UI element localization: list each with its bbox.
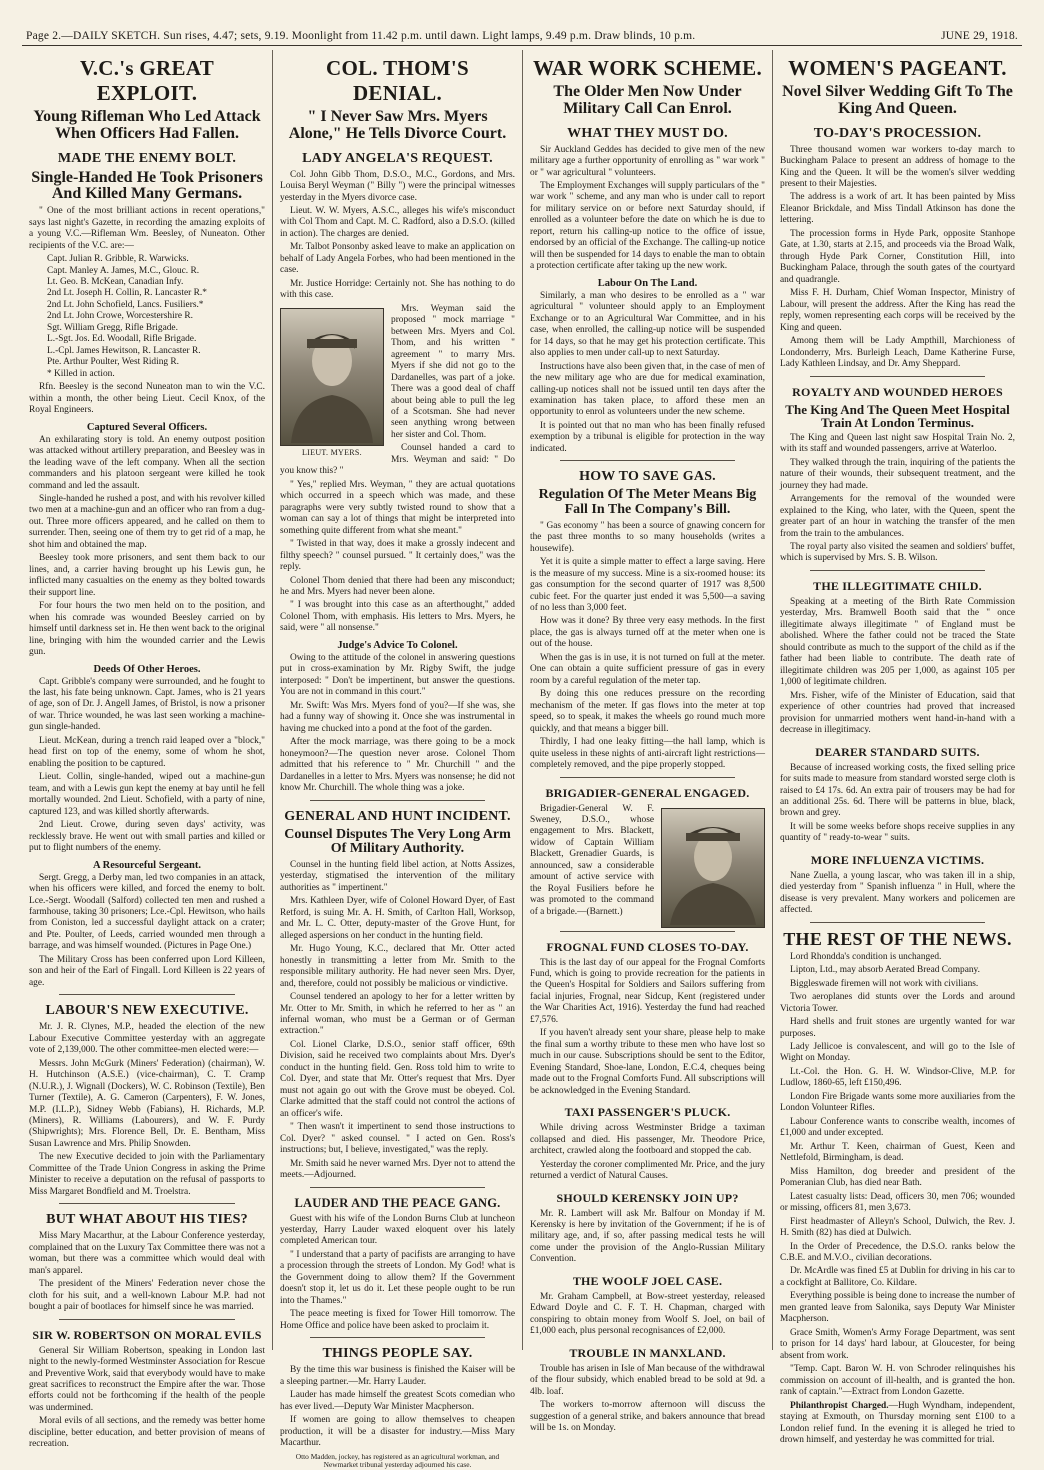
paragraph: For four hours the two men held on to the position, and when his comrade was wounded Beesley carried on by himself until darkness set in. He then went back to the original line, bringing with him the wounded carrier and the Lewis gun. xyxy=(29,601,265,658)
footnote: Otto Madden, jockey, has registered as an agricultural workman, and Newmarket tribunal yesterday adjourned his case. xyxy=(295,1451,500,1470)
paragraph: After the mock marriage, was there going to be a mock honeymoon?—The question never arose. Colonel Thom admitted that his reference to " Mr. Churchill " and the Dardanelles in a letter to Mrs. Myers was nonsense; he did not know Mr. Churchill. The whole thing was a joke. xyxy=(280,737,515,794)
paragraph: Because of increased working costs, the fixed selling price for suits made to measure from standard worsted serge cloth is raised to £4 17s. 6d. An extra pair of trousers may be had for an additional 25s. 6d. There will be patterns in blue, black, brown and grey. xyxy=(780,762,1015,819)
subhead-procession: TO-DAY'S PROCESSION. xyxy=(813,125,982,141)
paragraph: Similarly, a man who desires to be enrolled as a " war agricultural " volunteer should apply to an Employment Exchange or to an Agricultural War Committee, and in his case, when enrolled, the calling-up notice will be suspended for 14 days, so that he may get his protection certificate. This also applies to men under call-up to next Saturday. xyxy=(530,290,765,359)
running-header xyxy=(22,24,1022,46)
divider xyxy=(59,1203,235,1204)
paragraph: Mr. R. Lambert will ask Mr. Balfour on Monday if M. Kerensky is here by invitation of the Government; if he is of military age, and, if so, after passing medical tests he will come under the provision of the Anglo-Russian Military Convention. xyxy=(530,1208,765,1265)
deck-hunt: Counsel Disputes The Very Long Arm Of Military Authority. xyxy=(284,826,511,857)
headline-suits: DEARER STANDARD SUITS. xyxy=(815,744,980,759)
paragraph: General Sir William Robertson, speaking in London last night to the newly-formed Westminster Association for Rescue and Preventive Work, said that everybody would have to make great sacrifices to reconstruct the Empire after the war. Those efforts could not be forthcoming if the health of the people was undermined. xyxy=(29,1345,265,1413)
news-item: London Fire Brigade wants some more auxiliaries from the London Volunteer Rifles. xyxy=(780,1091,1015,1114)
headline-royalty: ROYALTY AND WOUNDED HEROES xyxy=(792,384,1003,399)
paragraph: The workers to-morrow afternoon will discuss the suggestion of a general strike, and bakers announce that bread will be 1s. on Monday. xyxy=(530,1400,765,1434)
paragraph: The Employment Exchanges will supply particulars of the " war work " scheme, and any man who is under call to report for military service on or before next Saturday should, if enrolled as a volunteer before the date on which he is due to report, return his calling-up notice to the office of issue, endorsed by an official of the Exchange. The calling-up notice will then be suspended for 14 days to enable the man to obtain a protection certificate after taking up the new work. xyxy=(530,181,765,272)
news-item: Miss Hamilton, dog breeder and president of the Pomeranian Club, has died near Bath. xyxy=(780,1166,1015,1189)
paragraph: If women are going to allow themselves to cheapen production, it will be a disaster for industry.—Miss Mary Macarthur. xyxy=(280,1415,515,1449)
deck-vc: Young Rifleman Who Led Attack When Officers Had Fallen. xyxy=(33,108,261,142)
headline-taxi: TAXI PASSENGER'S PLUCK. xyxy=(564,1105,731,1120)
column-1 xyxy=(22,50,272,1450)
vc-list-item: Lt. Geo. B. McKean, Canadian Infy. xyxy=(47,277,184,287)
paragraph: Beesley took more prisoners, and sent them back to our lines, and, a carrier having brought up his Lewis gun, he inflicted many casualties on the enemy as they bolted towards their support line. xyxy=(29,553,265,598)
paragraph: " One of the most brilliant actions in recent operations," says last night's Gazette, in recording the amazing exploits of a young V.C.—Rifleman Wm. Beesley, of Nuneaton. Other recipients of the V.C. are:— xyxy=(29,206,265,251)
headline-labour: LABOUR'S NEW EXECUTIVE. xyxy=(45,1003,249,1019)
paragraph: Miss F. H. Durham, Chief Woman Inspector, Ministry of Labour, will present the address. After the King has read the reply, women representing each corps will be received by the King and queen. xyxy=(780,288,1015,333)
vc-list-item: 2nd Lt. Joseph H. Collin, R. Lancaster R.* xyxy=(47,288,207,299)
paragraph: Col. Lionel Clarke, D.S.O., senior staff officer, 69th Division, said he received two complaints about Mrs. Dyer's conduct in the hunting field. Gen. Ross told him to write to Col. Dyer, and state that Mr. Otter's request that Mrs. Dyer must not again go out with the Grove must be obeyed. Col. Clarke admitted that the staff could not control the actions of an officer's wife. xyxy=(280,1039,515,1119)
paragraph: Nane Zuella, a young lascar, who was taken ill in a ship, died yesterday from " Spanish influenza " in Hull, where the disease is very prevalent. Many workers and policemen are affected. xyxy=(780,870,1015,916)
deck-war-work: The Older Men Now Under Military Call Can Enrol. xyxy=(553,83,742,117)
news-item: First headmaster of Alleyn's School, Dulwich, the Rev. J. H. Smith (82) has died at Dulwich. xyxy=(780,1216,1015,1239)
news-item xyxy=(780,1401,1015,1447)
news-text: —Hugh Wyndham, independent, staying at Exmouth, on Thursday morning sent £100 to a London relief fund. In the evening it is alleged he tried to drown himself, and yesterday he was committed for trial. xyxy=(780,1400,1015,1445)
divider xyxy=(59,1319,235,1320)
crosshead: Judge's Advice To Colonel. xyxy=(337,639,458,651)
paragraph: Miss Mary Macarthur, at the Labour Conference yesterday, complained that on the Luxury Tax Committee there was not a woman, but there was a committee which would deal with man's apparel. xyxy=(29,1231,265,1276)
paragraph: The address is a work of art. It has been painted by Miss Eleanor Brickdale, and Miss Tindall Atkinson has done the lettering. xyxy=(780,192,1015,226)
headline-influenza: MORE INFLUENZA VICTIMS. xyxy=(810,852,985,867)
paragraph: It will be some weeks before shops receive supplies in any quantity of " ready-to-wear " suits. xyxy=(780,821,1015,844)
headline-pageant: WOMEN'S PAGEANT. xyxy=(788,56,1007,80)
newspaper-page xyxy=(22,24,1022,1470)
divider xyxy=(310,800,485,801)
paragraph: 2nd Lieut. Crowe, during seven days' activity, was recklessly brave. He went out with small parties and killed or put to flight numbers of the enemy. xyxy=(29,820,265,854)
news-item: Lipton, Ltd., may absorb Aerated Bread Company. xyxy=(790,965,980,976)
divider xyxy=(560,777,735,778)
paragraph: Mr. Smith said he never warned Mrs. Dyer not to attend the meets.—Adjourned. xyxy=(280,1158,515,1181)
headline-lauder: LAUDER AND THE PEACE GANG. xyxy=(294,1195,501,1210)
headline-frognal: FROGNAL FUND CLOSES TO-DAY. xyxy=(546,939,749,954)
paragraph: The new Executive decided to join with the Parliamentary Committee of the Trade Union Congress in asking the Prime Minister to receive a deputation on the refusal of passports to Miss Margaret Bondfield and M. Troelstra. xyxy=(29,1152,265,1197)
divider xyxy=(560,931,735,932)
subhead-lady-angela: LADY ANGELA'S REQUEST. xyxy=(302,150,493,166)
paragraph: Col. John Gibb Thom, D.S.O., M.C., Gordons, and Mrs. Louisa Beryl Weyman (" Billy ") were the principal witnesses yesterday in the Myers divorce case. xyxy=(280,169,515,203)
paragraph: Yet it is quite a simple matter to effect a large saving. Here is the measure of my success. Mine is a six-roomed house: its gas consumption for the second quarter of 1917 was 8,500 cubic feet. For the quarter just ended it was 5,500—a saving of no less than 3,000 feet. xyxy=(530,557,765,613)
paragraph: Mr. J. R. Clynes, M.P., headed the election of the new Labour Executive Committee yesterday with an aggregate vote of 2,139,000. The other committee-men elected were:— xyxy=(29,1022,265,1056)
header-info: Page 2.—DAILY SKETCH. Sun rises, 4.47; sets, 9.19. Moonlight from 11.42 p.m. until dawn. Light lamps, 9.49 p.m. Draw blinds, 10 p.m. xyxy=(26,30,696,42)
deck-gas: Regulation Of The Meter Means Big Fall In The Company's Bill. xyxy=(538,487,757,517)
headline-woolf-joel: THE WOOLF JOEL CASE. xyxy=(572,1273,723,1288)
crosshead-inline: Philanthropist Charged. xyxy=(790,1400,889,1411)
column-2 xyxy=(272,50,522,1470)
paragraph: Moral evils of all sections, and the remedy was better home discipline, better education, and better provision of means of recreation. xyxy=(29,1416,265,1450)
paragraph: Counsel handed a card to Mrs. Weyman and said: " Do you know this? " xyxy=(280,443,515,477)
paragraph: Colonel Thom denied that there had been any misconduct; he and Mrs. Myers had never been alone. xyxy=(280,575,515,597)
paragraph: How was it done? By three very easy methods. In the first place, the gas is always turned off at the meter when one is out of the house. xyxy=(530,616,765,650)
divider xyxy=(810,570,985,571)
paragraph: The royal party also visited the seamen and soldiers' buffet, which is supervised by Mrs. S. B. Wilson. xyxy=(780,542,1015,564)
paragraph: Mr. Graham Campbell, at Bow-street yesterday, released Edward Doyle and C. F. T. H. Chapman, charged with conspiring to obtain money from Woolf S. Joel, on bail of £1,000 each, plus personal recognisances of £2,000. xyxy=(530,1291,765,1337)
crosshead: A Resourceful Sergeant. xyxy=(93,859,201,871)
news-item: Grace Smith, Women's Army Forage Department, was sent to prison for 14 days' hard labour, at Gloucester, for being absent from work. xyxy=(780,1327,1015,1361)
columns xyxy=(22,50,1022,1470)
news-item: In the Order of Precedence, the D.S.O. ranks below the C.B.E. and M.V.O., civilian decorations. xyxy=(780,1241,1015,1263)
news-item: Labour Conference wants to conscribe wealth, incomes of £1,000 and under excepted. xyxy=(780,1116,1015,1139)
paragraph: Trouble has arisen in Isle of Man because of the withdrawal of the flour subsidy, which enabled bread to be sold at 9d. a 4lb. loaf. xyxy=(530,1363,765,1397)
paragraph: Lauder has made himself the greatest Scots comedian who has ever lived.—Deputy War Minister Macpherson. xyxy=(280,1390,515,1412)
headline-ties: BUT WHAT ABOUT HIS TIES? xyxy=(46,1212,248,1228)
paragraph: The procession forms in Hyde Park, opposite Stanhope Gate, at 1.30, starts at 2.15, and proceeds via the Broad Walk, through Hyde Park Corner, Constitution Hill, into Buckingham Palace, through the south gates of the courtyard and quadrangle. xyxy=(780,228,1015,285)
paragraph: " I understand that a party of pacifists are arranging to have a procession through the streets of London. My God! what is the Government doing to allow them? If the Government doesn't stop it, let us do it. Let these people ought to be run into the Thames." xyxy=(280,1249,515,1306)
vc-list-item: * Killed in action. xyxy=(47,368,115,379)
deck-pageant: Novel Silver Wedding Gift To The King And Queen. xyxy=(782,83,1013,117)
crosshead: Labour On The Land. xyxy=(597,277,698,289)
divider xyxy=(560,460,735,461)
divider xyxy=(810,922,985,923)
paragraph: Mr. Swift: Was Mrs. Myers fond of you?—If she was, she had a funny way of showing it. Once she was instrumental in having me chucked into a pond at the foot of the garden. xyxy=(280,700,515,734)
divider xyxy=(310,1187,485,1188)
crosshead: Deeds Of Other Heroes. xyxy=(93,663,201,675)
news-item: Hard shells and fruit stones are urgently wanted for war purposes. xyxy=(780,1017,1015,1039)
paragraph: Yesterday the coroner complimented Mr. Price, and the jury returned a verdict of Natural Causes. xyxy=(530,1159,765,1182)
paragraph: Mrs. Kathleen Dyer, wife of Colonel Howard Dyer, of East Retford, is suing Mr. A. H. Smith, of Carlton Hall, Worksop, and Mr. L. C. Otter, deputy-master of the Grove Hunt, for alleged aspersions on her conduct in the hunting field. xyxy=(280,896,515,941)
paragraph: They walked through the train, inquiring of the patients the nature of their wounds, their subsequent treatment, and the journey they had made. xyxy=(780,457,1015,491)
headline-robertson: SIR W. ROBERTSON ON MORAL EVILS xyxy=(32,1327,262,1342)
news-item: Mr. Arthur T. Keen, chairman of Guest, Keen and Nettlefold, Birmingham, is dead. xyxy=(780,1141,1015,1164)
headline-hunt: GENERAL AND HUNT INCIDENT. xyxy=(284,808,511,824)
news-item: Latest casualty lists: Dead, officers 30, men 706; wounded or missing, officers 81, men 3,673. xyxy=(780,1191,1015,1214)
news-item: Lt.-Col. the Hon. G. H. W. Windsor-Clive, M.P. for Ludlow, 1860-65, left £150,496. xyxy=(780,1066,1015,1089)
paragraph: Thirdly, I had one leaky fitting—the hall lamp, which is quite useless in these nights of anti-aircraft light restrictions—completely removed, and the pipe properly stopped. xyxy=(530,737,765,771)
headline-rest-of-news: THE REST OF THE NEWS. xyxy=(783,928,1012,949)
paragraph: Mr. Talbot Ponsonby asked leave to make an application on behalf of Lady Angela Forbes, who had been mentioned in the case. xyxy=(280,242,515,276)
paragraph: Speaking at a meeting of the Birth Rate Commission yesterday, Mrs. Bramwell Booth said that the " once illegitimate always illegitimate " of England must be abolished. Where the father could not be traced the State should contribute as much to the support of the child as if the father had been liable to contribute. The death rate of illegitimate children was 205 per 1,000, as against 105 per 1,000 of legitimate children. xyxy=(780,596,1015,688)
headline-thom: COL. THOM'S DENIAL. xyxy=(326,56,469,105)
paragraph: The Military Cross has been conferred upon Lord Killeen, son and heir of the Earl of Fingall. Lord Killeen is 22 years of age. xyxy=(29,954,265,988)
vc-list-item: 2nd Lt. John Crowe, Worcestershire R. xyxy=(47,311,193,322)
headline-war-work: WAR WORK SCHEME. xyxy=(532,56,763,80)
paragraph: Counsel in the hunting field libel action, at Notts Assizes, yesterday, stigmatised the intervention of the military authorities as " impertinent." xyxy=(280,859,515,893)
paragraph: The King and Queen last night saw Hospital Train No. 2, with its staff and wounded passengers, arrive at Waterloo. xyxy=(780,432,1015,455)
deck-royalty: The King And The Queen Meet Hospital Train At London Terminus. xyxy=(785,401,1010,431)
paragraph: By doing this one reduces pressure on the recording mechanism of the meter. If gas flows into the meter at top speed, so to speak, it makes the wheels go round much more quickly, and that means a bigger bill. xyxy=(530,689,765,734)
paragraph: Guest with his wife of the London Burns Club at luncheon yesterday, Harry Lauder waxed eloquent over his lately completed American tour. xyxy=(280,1213,515,1247)
vc-list xyxy=(47,254,265,380)
headline-things: THINGS PEOPLE SAY. xyxy=(322,1346,473,1362)
paragraph: Lieut. McKean, during a trench raid leaped over a "block," head first on top of the enemy, some of whom he shot, enabling the position to be captured. xyxy=(29,735,265,769)
headline-kerensky: SHOULD KERENSKY JOIN UP? xyxy=(556,1190,739,1205)
paragraph: " Yes," replied Mrs. Weyman, " they are actual quotations which occurred in a speech which was made, and these paragraphs were very subtly twisted round to show that a woman can say a lot of things that might be interpreted into something quite different from what she meant." xyxy=(280,479,515,536)
paragraph: Sergt. Gregg, a Derby man, led two companies in an attack, when his officers were killed, and forced the enemy to bolt. Lce.-Sergt. Woodall (Salford) collected ten men and rushed a farmhouse, taking 30 prisoners; Lce.-Cpl. Hewitson, who hails from Coniston, led a successful daylight attack on a crater; and Pte. Poulter, of Leeds, carried wounded men through a barrage, and was himself wounded. (Pictures in Page One.) xyxy=(29,872,265,952)
divider xyxy=(59,994,235,995)
paragraph: Arrangements for the removal of the wounded were explained to the King, who later, with the Queen, spent the greater part of an hour in watching the transfer of the men from the train to the ambulances. xyxy=(780,494,1015,539)
paragraph: Rfn. Beesley is the second Nuneaton man to win the V.C. within a month, the other being Lieut. Cecil Knox, of the Royal Engineers. xyxy=(29,382,265,416)
news-item: Two aeroplanes did stunts over the Lords and around Victoria Tower. xyxy=(780,992,1015,1014)
paragraph: Sir Auckland Geddes has decided to give men of the new military age a further opportunity of enrolling as " war work " or " war agricultural " volunteers. xyxy=(530,144,765,178)
paragraph: Mrs. Weyman said the proposed " mock marriage " between Mrs. Myers and Col. Thom, and his written " agreement " to marry Mrs. Myers if she did not go to the Dardanelles, was part of a joke. There was a good deal of chaff about being able to pull the leg of a Scotsman. She had never seen anything wrong between her sister and Col. Thom. xyxy=(391,303,515,440)
paragraph: " I was brought into this case as an afterthought," added Colonel Thom, with emphasis. His letters to Mrs. Myers, he said, were " all nonsense." xyxy=(280,600,515,634)
subhead-what-they-must-do: WHAT THEY MUST DO. xyxy=(567,125,728,141)
header-date: JUNE 29, 1918. xyxy=(941,30,1018,42)
paragraph: Mrs. Fisher, wife of the Minister of Education, said that experience of other countries had proved that increased provision for unmarried mothers went hand-in-hand with a decrease in illegitimacy. xyxy=(780,690,1015,736)
paragraph: It is pointed out that no man who has been finally refused exemption by a tribunal is eligible for protection in the way indicated. xyxy=(530,420,765,454)
paragraph: Among them will be Lady Ampthill, Marchioness of Londonderry, Mrs. Burleigh Leach, Dame Katherine Furse, Lady Kathleen Lindsay, and Dr. Amy Sheppard. xyxy=(780,336,1015,370)
paragraph: Instructions have also been given that, in the case of men of the new military age who are due for medical examination, calling-up notices shall not be issued until ten days after the examination has taken place, to afford these men an opportunity to enrol as volunteers under the new scheme. xyxy=(530,361,765,418)
paragraph: The peace meeting is fixed for Tower Hill tomorrow. The Home Office and police have been asked to proclaim it. xyxy=(280,1309,515,1331)
paragraph: Mr. Justice Horridge: Certainly not. She has nothing to do with this case. xyxy=(280,278,515,301)
vc-list-item: L.-Cpl. James Hewitson, R. Lancaster R. xyxy=(47,345,201,356)
paragraph: Lieut. Collin, single-handed, wiped out a machine-gun team, and with a Lewis gun kept the enemy at bay until he fell mortally wounded. 2nd Lieut. Schofield, with a party of nine, captured 123, and was killed shortly afterwards. xyxy=(29,772,265,817)
paragraph: Counsel tendered an apology to her for a letter written by Mr. Otter to Mr. Smith, in which he referred to her as " an infernal woman, who must be a German or of German extraction." xyxy=(280,992,515,1037)
paragraph: " Then wasn't it impertinent to send those instructions to Col. Dyer? " asked counsel. " I acted on Gen. Ross's instructions; but, I believe, investigated," was the reply. xyxy=(280,1122,515,1156)
paragraph: Mr. Hugo Young, K.C., declared that Mr. Otter acted honestly in transmitting a letter from Mr. Smith to the responsible military authority. He had never seen Mrs. Dyer, and, therefore, could not possibly be malicious or vindictive. xyxy=(280,944,515,989)
headline-brigadier: BRIGADIER-GENERAL ENGAGED. xyxy=(545,785,750,800)
portrait-image xyxy=(280,308,384,446)
news-item: Lord Rhondda's condition is unchanged. xyxy=(790,951,942,962)
paragraph: Messrs. John McGurk (Miners' Federation) (chairman), W. H. Hutchinson (A.S.E.) (vice-chairman), C. T. Cramp (N.U.R.), J. Wignall (Dockers), W. C. Robinson (Textile), Ben Turner (Textile), A. G. Cameron (Carpenters), F. W. Jones, M.P. (I.L.P.), Sidney Webb (Fabians), H. Richards, M.P. (Miners), R. Williams (Labourers), and W. F. Purdy (Shipwrights); Mrs. Florence Bell, Dr. E. Bentham, Miss Susan Lawrence and Mrs. Philip Snowden. xyxy=(29,1058,265,1149)
headline-manxland: TROUBLE IN MANXLAND. xyxy=(569,1345,726,1360)
paragraph: When the gas is in use, it is not turned on full at the meter. One can obtain a quite sufficient pressure of gas in every room by a careful regulation of the meter tap. xyxy=(530,652,765,686)
paragraph: While driving across Westminster Bridge a taximan collapsed and died. His passenger, Mr. Theodore Price, architect, crawled along the footboard and stopped the cab. xyxy=(530,1123,765,1157)
photo-brigadier xyxy=(661,808,765,928)
column-3 xyxy=(522,50,772,1434)
paragraph: The president of the Miners' Federation never chose the cloth for his suit, and a well-known Labour M.P. had not bought a pair of bootlaces for himself since he was married. xyxy=(29,1279,265,1313)
vc-list-item: Sgt. William Gregg, Rifle Brigade. xyxy=(47,322,178,333)
headline-illegitimate: THE ILLEGITIMATE CHILD. xyxy=(813,578,982,593)
paragraph: Brigadier-General W. F. Sweney, D.S.O., whose engagement to Mrs. Blackett, widow of Captain William Blackett, Grenadier Guards, is announced, saw a considerable amount of active service with the Royal Fusiliers before he was promoted to the command of a brigade.—(Barnett.) xyxy=(530,803,654,917)
paragraph: An exhilarating story is told. An enemy outpost position was attacked without artillery preparation, and Beesley was in the leading wave of the left company. When all the section commanders and his platoon sergeant were killed he took command and led the assault. xyxy=(29,434,265,491)
headline-vc: V.C.'s GREAT EXPLOIT. xyxy=(79,56,215,105)
divider xyxy=(810,376,985,377)
paragraph: " Gas economy " has been a source of gnawing concern for the past three months to so many households (writes a housewife). xyxy=(530,520,765,554)
vc-list-item: Capt. Julian R. Gribble, R. Warwicks. xyxy=(47,254,189,265)
vc-list-item: Pte. Arthur Poulter, West Riding R. xyxy=(47,357,180,368)
crosshead: Captured Several Officers. xyxy=(86,421,208,433)
paragraph: Single-handed he rushed a post, and with his revolver killed two men at a machine-gun and an officer who ran from a dug-out. Three more officers appeared, and he called on them to surrender. Then, seeing one of them try to get rid of a map, he shot him and obtained the map. xyxy=(29,493,265,550)
vc-list-item: Capt. Manley A. James, M.C., Glouc. R. xyxy=(47,265,200,276)
portrait-image xyxy=(661,808,765,928)
deck-thom: " I Never Saw Mrs. Myers Alone," He Tells Divorce Court. xyxy=(288,108,507,142)
paragraph: By the time this war business is finished the Kaiser will be a sleeping partner.—Mr. Harry Lauder. xyxy=(280,1365,515,1387)
paragraph: " Twisted in that way, does it make a grossly indecent and filthy speech? " counsel pursued. " It certainly does," was the reply. xyxy=(280,539,515,573)
news-item: Lady Jellicoe is convalescent, and will go to the Isle of Wight on Monday. xyxy=(780,1042,1015,1064)
news-item: "Temp. Capt. Baron W. H. von Schroder relinquishes his commission on account of ill-health, and is granted the hon. rank of captain."—Extract from London Gazette. xyxy=(780,1364,1015,1398)
headline-gas: HOW TO SAVE GAS. xyxy=(579,469,716,485)
subhead-enemy-bolt: MADE THE ENEMY BOLT. xyxy=(57,150,237,166)
paragraph: Lieut. W. W. Myers, A.S.C., alleges his wife's misconduct with Col Thom and Capt. M. C. Radford, also a D.S.O. (killed in action). The charges are denied. xyxy=(280,206,515,239)
paragraph: Capt. Gribble's company were surrounded, and he fought to the last, his fate being unknown. Capt. James, who is 21 years of age, son of Dr. J. Angell James, of Bristol, is now a prisoner of war. Thrice wounded, he was last seen working a machine-gun single-handed. xyxy=(29,676,265,733)
column-4 xyxy=(772,50,1022,1445)
photo-caption: LIEUT. MYERS. xyxy=(302,447,362,457)
paragraph: If you haven't already sent your share, please help to make the final sum a worthy tribute to these men who have lost so much in our cause. Subscriptions should be sent to the Editor, Evening Standard, Shoe-lane, London, E.C.4, cheques being made out to the Frognal Comforts Fund. All subscriptions will be acknowledged in the Evening Standard. xyxy=(530,1028,765,1096)
deck-prisoners: Single-Handed He Took Prisoners And Killed Many Germans. xyxy=(31,168,263,203)
divider xyxy=(310,1337,485,1338)
vc-list-item: L.-Sgt. Jos. Ed. Woodall, Rifle Brigade. xyxy=(47,334,197,345)
paragraph: Three thousand women war workers to-day march to Buckingham Palace to present an address of homage to the King and the Queen. It will be the women's silver wedding present to their Majesties. xyxy=(780,144,1015,189)
news-item: Biggleswade firemen will not work with civilians. xyxy=(790,978,979,989)
paragraph: This is the last day of our appeal for the Frognal Comforts Fund, which is going to provide recreation for the patients in the Queen's Hospital for Soldiers and Sailors suffering from facial injuries, Frognal, near Sidcup, Kent (registered under the War Charities Act, 1916). Yesterday the fund had reached £7,576. xyxy=(530,957,765,1025)
news-item: Everything possible is being done to increase the number of men granted leave from Salonika, says Deputy War Minister Macpherson. xyxy=(780,1291,1015,1325)
vc-list-item: 2nd Lt. John Schofield, Lancs. Fusiliers.* xyxy=(47,299,204,310)
paragraph: Owing to the attitude of the colonel in answering questions put in cross-examination by Mr. Rigby Swift, the judge interposed: " Don't be impertinent, but answer the questions. You are not in command in this court." xyxy=(280,652,515,698)
news-item: Dr. McArdle was fined £5 at Dublin for driving in his car to a cockfight at Ballitore, Co. Kildare. xyxy=(780,1266,1015,1288)
photo-lieut-myers xyxy=(280,308,384,457)
